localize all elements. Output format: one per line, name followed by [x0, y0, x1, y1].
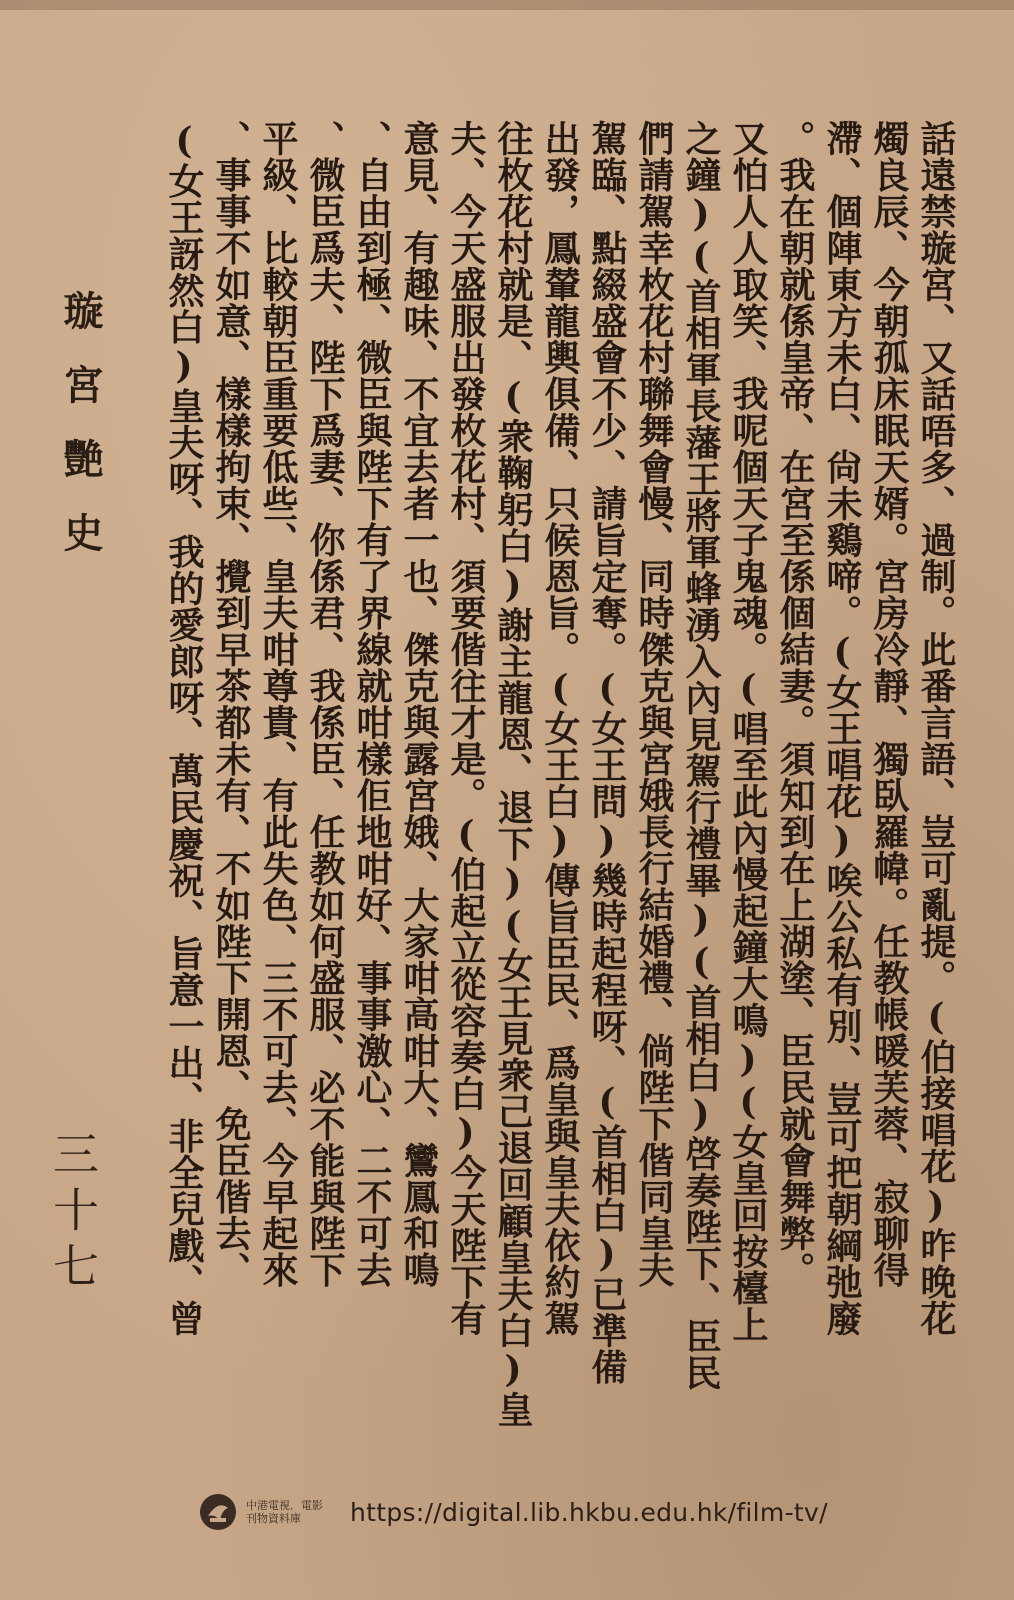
text-column: 意見、有趣味、不宜去者一也、傑克與露宮娥、大家咁高咁大、鸞鳳和鳴 [398, 120, 440, 1288]
text-column: 、事事不如意、樣樣拘束、攪到早茶都未有、不如陛下開恩、免臣偕去、 [210, 120, 252, 1288]
text-column: 出發，鳳輦龍輿俱備、只候恩旨。(女王白)傳旨臣民、爲皇與皇夫依約駕 [539, 120, 581, 1337]
text-column: 、自由到極、微臣與陛下有了界線就咁樣佢地咁好、事事激心、二不可去 [351, 120, 393, 1288]
watermark [198, 1492, 828, 1532]
page-top-edge [0, 0, 1014, 10]
running-title: 璇宮艷史 [57, 290, 104, 586]
archive-name-line2: 刊物資料庫 [246, 1512, 301, 1525]
text-column: (女王訝然白)皇夫呀、我的愛郎呀、萬民慶祝、旨意一出、非全兒戲、曾 [163, 120, 205, 1337]
text-column: 。我在朝就係皇帝、在宮至係個結妻。須知到在上湖塗、臣民就會舞弊。 [774, 120, 816, 1288]
text-column: 駕臨、點綴盛會不少、請旨定奪。(女王問)幾時起程呀、(首相白)已準備 [586, 120, 628, 1385]
archive-url: https://digital.lib.hkbu.edu.hk/film-tv/ [350, 1497, 828, 1527]
text-column: 之鐘)(首相軍長藩王將軍蜂湧入內見駕行禮畢)(首相白)啓奏陛下、臣民 [680, 120, 722, 1391]
archive-name-line1: 中港電視．電影 [246, 1499, 323, 1512]
text-column: 夫、今天盛服出發枚花村、須要偕往才是。(伯起立從容奏白)今天陛下有 [445, 120, 487, 1337]
text-column: 話遠禁璇宮、又話唔多、過制。此番言語、豈可亂提。(伯接唱花)昨晚花 [915, 120, 957, 1337]
text-column: 平級、比較朝臣重要低些、皇夫咁尊貴、有此失色、三不可去、今早起來 [257, 120, 299, 1288]
text-column: 們請駕幸枚花村聯舞會慢、同時傑克與宮娥長行結婚禮、倘陛下偕同皇夫 [633, 120, 675, 1288]
page-number: 三十七 [46, 1130, 100, 1298]
archive-name [246, 1499, 342, 1525]
text-column: 又怕人人取笑、我呢個天子鬼魂。(唱至此內慢起鐘大鳴)(女皇回按檯上 [727, 120, 769, 1343]
text-column: 滯、個陣東方未白、尙未鷄啼。(女王唱花)唉公私有別、豈可把朝綱弛廢 [821, 120, 863, 1337]
text-column: 往枚花村就是、(衆鞠躬白)謝主龍恩、退下)(女王見衆己退回顧皇夫白)皇 [492, 120, 534, 1428]
body-text [160, 120, 959, 1500]
text-column: 燭良辰、今朝孤床眠天婿。宮房冷靜、獨臥羅幃。任教帳暖芙蓉、寂聊得 [868, 120, 910, 1288]
text-column: 、微臣爲夫、陛下爲妻、你係君、我係臣、任教如何盛服、必不能與陛下 [304, 120, 346, 1288]
archive-logo-icon [198, 1492, 238, 1532]
